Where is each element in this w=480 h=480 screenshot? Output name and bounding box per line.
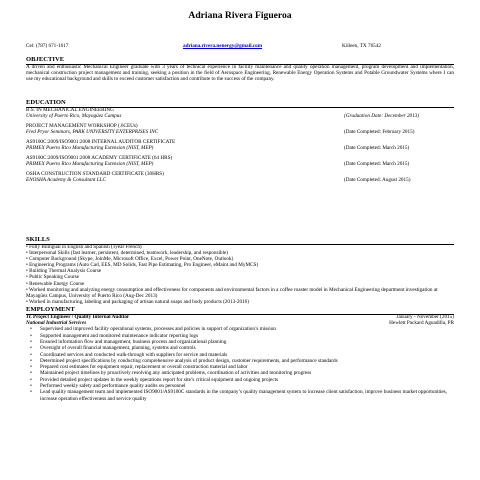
education-date: (Date Completed: August 2015) — [344, 177, 411, 184]
job-duty: • Lead quality management team and implemented ISO9001/AS9100C standards in the company’s quality management system to increase client satisfaction, improve business market opportunities, increase operation effectiveness and service quality — [40, 389, 454, 402]
education-heading: EDUCATION — [26, 99, 454, 108]
candidate-name: Adriana Rivera Figueroa — [188, 10, 292, 21]
job-duty: • Coordinated services and conducted walk-through with suppliers for service and materials — [40, 352, 454, 358]
education-list — [26, 107, 454, 187]
job-duty: • Determined project specifications by conducting comprehensive analysis of product design, customer requirements, and performance standards — [40, 358, 454, 364]
education-org-row — [26, 145, 454, 151]
skill-item: • Public Speaking Course — [26, 274, 79, 281]
education-date: (Date Completed: March 2015) — [344, 161, 410, 168]
job-duty: • Oversight of overall financial management, planning, systems and controls — [40, 345, 454, 351]
phone-number: Cel: (787) 671-1617 — [26, 43, 69, 49]
education-org: PRIMEX Puerto Rico Manufacturing Extension (NIST, MEP) — [26, 161, 154, 168]
education-org: Fred Pryor Seminars, PARK UNIVERSITY ENTERPRISES INC — [26, 129, 159, 136]
job-dates: January - November (2015) — [396, 314, 454, 320]
skills-list — [26, 244, 454, 305]
skill-item: • Building Thermal Analysis Course — [26, 268, 102, 275]
job-duty: • Ensured information flow and management, business process and organizational planning — [40, 339, 454, 345]
education-title: PROJECT MANAGEMENT WORKSHOP (.6CEUs) — [26, 122, 138, 129]
education-item — [26, 107, 454, 119]
job-role: Jr. Project Engineer / Quality Internal Auditor — [26, 314, 130, 320]
job-duty: • Supported management and monitored maintenance indicator reporting logs — [40, 333, 454, 339]
job-duty: • Performed weekly safety and performance quality audits on personnel — [40, 383, 454, 389]
job-duty: • Maintained project timelines by proactively resolving any anticipated problems, coordination of activities and monitoring progress — [40, 370, 454, 376]
education-item — [26, 171, 454, 183]
education-title: AS9100C:2009/ISO9001:2008 ACADEMY CERTIFICATE (64 HRS) — [26, 154, 173, 161]
education-org-row — [26, 129, 454, 135]
job-duty: • Prepared cost estimates for equipment repair, replacement or overall construction material and labor — [40, 364, 454, 370]
skill-item: • Computer Background (Skype, JoinMe, Microsoft Office, Excel, Power Point, OneNote, Outlook) — [26, 256, 234, 263]
skill-item: • Fully Bilingual in English and Spanish (1year French) — [26, 244, 142, 250]
education-title: AS9100C:2009/ISO9001:2008 INTERNAL AUDITOR CERTIFICATE — [26, 138, 176, 145]
education-org: PRIMEX Puerto Rico Manufacturing Extension (NIST, MEP) — [26, 145, 154, 152]
education-date: (Date Completed: March 2015) — [344, 145, 410, 152]
skill-item: • Renewable Energy Course — [26, 280, 85, 287]
job-duty: • Supervised and improved facility operational systems, processes and policies in support of organization’s mission — [40, 326, 454, 332]
skill-item: • Worked monitoring and analyzing energy consumption and effectiveness for components and environmental factors in a coffee roaster model in Mechanical Engineering department investigation at Mayagüez Campus, University of Puerto Rico (Aug-Dec 2013) — [26, 286, 438, 299]
skill-item: • Interpersonal Skills (fast learner, persistent, determined, teamwork, leadership, and responsible) — [26, 250, 228, 257]
education-org-row — [26, 161, 454, 167]
objective-text: A driven and enthusiastic Mechanical Engineer graduate with 3 years of technical experience in facility maintenance and quality operation management, program development and implementation, mechanical construction project management and training, seeking a position in the field of Aerospace Engineering, Renewable Energy Operation Systems and Potable Groundwater Systems where I can use my educational background and skills to exceed customer satisfaction and contribute to the success of the company. — [26, 64, 454, 83]
employment-heading: EMPLOYMENT — [26, 306, 454, 315]
skills-heading: SKILLS — [26, 236, 454, 245]
skill-item: • Engineering Programs (Auto Cad, EES, MD Solids, Fast Pipe Estimating, Pro Engineer, eMaint and MyMCS) — [26, 262, 259, 269]
education-org-row — [26, 177, 454, 183]
contact-line — [26, 43, 454, 50]
education-item — [26, 123, 454, 135]
education-item — [26, 155, 454, 167]
email-link[interactable]: adriana.rivera.nenergy@gmail.com — [183, 43, 263, 49]
education-org: University of Puerto Rico, Mayagüez Campus — [26, 113, 122, 120]
job-duties-list — [26, 326, 454, 402]
job-company: National Industrial Services — [26, 320, 87, 327]
education-date: (Date Completed: February 2015) — [344, 129, 415, 136]
education-org: ENOSHA Academy & Consultant LLC — [26, 177, 106, 184]
objective-heading: OBJECTIVE — [26, 56, 454, 65]
job-location: Hewlett Packard Aguadilla, PR — [389, 320, 454, 327]
education-org-row — [26, 113, 454, 119]
skill-item: • Worked in manufacturing, labeling and packaging of artisan natural soaps and body products (2013-2016) — [26, 299, 250, 306]
job-duty: • Provided detailed project updates in the weekly operations report for site’s critical equipment and ongoing projects — [40, 377, 454, 383]
education-title: B.S. IN MECHANICAL ENGINEERING — [26, 107, 114, 113]
education-title: OSHA CONSTRUCTION STANDARD CERTIFICATE (30HRS) — [26, 170, 164, 177]
employment-section — [26, 314, 454, 402]
location-text: Killeen, TX 76542 — [342, 43, 381, 49]
education-item — [26, 139, 454, 151]
education-date: (Graduation Date: December 2013) — [344, 113, 420, 120]
